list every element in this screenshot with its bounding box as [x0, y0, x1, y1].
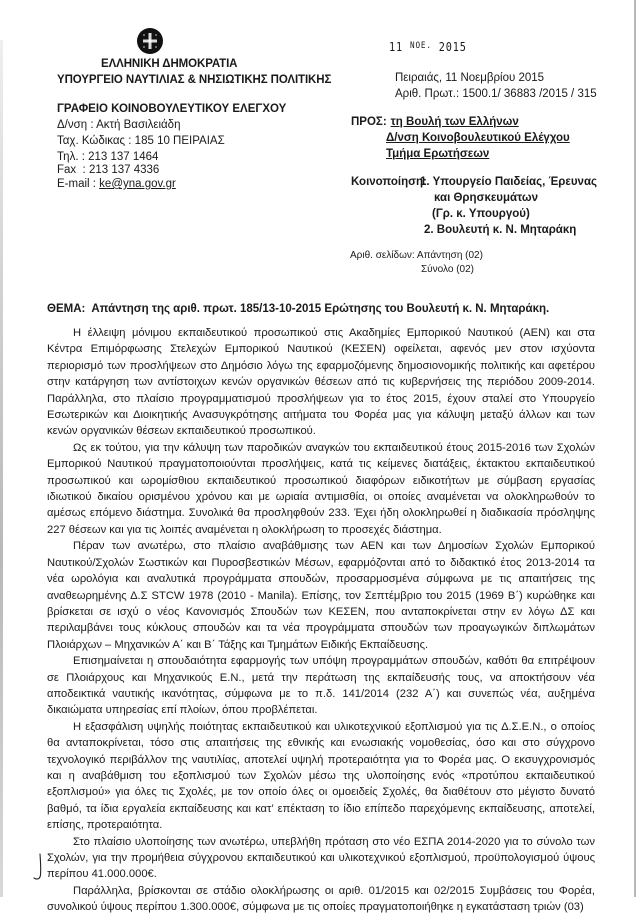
office-title: ΓΡΑΦΕΙΟ ΚΟΙΝΟΒΟΥΛΕΥΤΙΚΟΥ ΕΛΕΓΧΟΥ	[57, 103, 287, 115]
contact-email-link[interactable]: ke@yna.gov.gr	[99, 178, 176, 190]
recipient-name: τη Βουλή των Ελλήνων	[390, 116, 519, 128]
body-paragraph: Επισημαίνεται η σπουδαιότητα εφαρμογής των υπόψη προγραμμάτων σπουδών, καθότι θα επιτρέψουν σε Πλοιάρχους και Μηχανικούς Ε.Ν., μετά την περάτωση της εκπαίδευσής τους, να αποκτήσουν νέα αποδεικτικά ναυτικής ικανότητας, σύμφωνα με το π.δ. 141/2014 (232 Α΄) και συνεπώς νέα, αυξημένα δικαιώματα υπηρεσίας επί πλοίων, όπου προβλέπεται.	[47, 655, 595, 717]
cc-label: Κοινοποίηση:	[351, 176, 427, 188]
country-heading: ΕΛΛΗΝΙΚΗ ΔΗΜΟΚΡΑΤΙΑ	[101, 58, 238, 70]
stamp-year: 2015	[431, 40, 467, 54]
ministry-heading: ΥΠΟΥΡΓΕΙΟ ΝΑΥΤΙΛΙΑΣ & ΝΗΣΙΩΤΙΚΗΣ ΠΟΛΙΤΙΚΗΣ	[57, 74, 332, 86]
page-total: Σύνολο (02)	[421, 264, 474, 275]
body-paragraph: Η έλλειψη μόνιμου εκπαιδευτικού προσωπικού στις Ακαδημίες Εμπορικού Ναυτικού (ΑΕΝ) και στα Κέντρα Επιμόρφωσης Στελεχών Εμπορικού Ναυτικού (ΚΕΣΕΝ) οφείλεται, αφενός μεν στον ισχύοντα περιορισμό των προσλήψεων στο Δημόσιο λόγω της εφαρμοζόμενης δημοσιονομικής πολιτικής και αφετέρου στην κατάργηση των αντίστοιχων κενών οργανικών θέσεων από τις κυβερνήσεις της περιόδου 2009-2014. Παράλληλα, στο πλαίσιο προγραμματισμού προσλήψεων για το έτος 2015, έχουν σταλεί στο Υπουργείο Εσωτερικών και Διοικητικής Ανασυγκρότησης αιτήματα του Φορέα μας για κάλυψη μεταξύ άλλων και των κενών οργανικών θέσεων εκπαιδευτικού προσωπικού.	[47, 327, 595, 438]
body-paragraph: Παράλληλα, βρίσκονται σε στάδιο ολοκλήρωσης οι αριθ. 01/2015 και 02/2015 Συμβάσεις του Φορέα, συνολικού ύψους περίπου 1.300.000€, σύμφωνα με τις οποίες πραγματοποιήθηκε η εγκατάσταση τριών (03)	[47, 884, 595, 914]
contact-fax: Fax : 213 137 4336	[57, 164, 160, 176]
recipient-line-1	[351, 116, 519, 128]
contact-phone: Τηλ. : 213 137 1464	[57, 151, 159, 163]
scan-edge-left	[0, 40, 3, 897]
body-paragraph: Η εξασφάλιση υψηλής ποιότητας εκπαιδευτικού και υλικοτεχνικού εξοπλισμού για τις Δ.Σ.Ε.Ν., ο οποίος θα ανταποκρίνεται, τόσο στις απαιτήσεις της εθνικής και ενωσιακής νομοθεσίας, όσο και στο σύγχρονο τεχνολογικό περιβάλλον της ναυτιλίας, αποτελεί υψηλή προτεραιότητα για το Φορέα μας. Ο εκσυγχρονισμός και η αναβάθμιση του εξοπλισμού των Σχολών μέσω της υλοποίησης ενός «προτύπου εκπαιδευτικού εξοπλισμού» για όλες τις Σχολές, με τον οποίο όλες οι ομοειδείς Σχολές, θα διαθέτουν στο μέγιστο δυνατό βαθμό, τα ίδια εργαλεία εκπαίδευσης και κατ’ επέκταση το ίδιο επίπεδο παρεχόμενης εκπαίδευσης, αποτελεί, επίσης, προτεραιότητα.	[47, 720, 595, 832]
cc-item-1: 1. Υπουργείο Παιδείας, Έρευνας	[420, 176, 597, 188]
subject-label: ΘΕΜΑ:	[47, 303, 86, 315]
protocol-number: Αριθ. Πρωτ.: 1500.1/ 36883 /2015 / 315	[395, 88, 597, 100]
cc-item-2: 2. Βουλευτή κ. Ν. Μηταράκη	[424, 224, 577, 236]
cc-item-1-cont: και Θρησκευμάτων	[434, 192, 539, 204]
body-paragraph: Στο πλαίσιο υλοποίησης των ανωτέρω, υπεβλήθη πρόταση στο νέο ΕΣΠΑ 2014-2020 για το σύνολο των Σχολών, για την προμήθεια σύγχρονου εκπαιδευτικού και υλικοτεχνικού εξοπλισμού, προϋπολογισμού ύψους περίπου 41.000.000€.	[47, 835, 595, 881]
recipient-section: Τμήμα Ερωτήσεων	[386, 148, 490, 160]
letter-body	[47, 325, 595, 916]
body-paragraph: Ως εκ τούτου, για την κάλυψη των παροδικών αναγκών του εκπαιδευτικού έτους 2015-2016 των Σχολών Εμπορικού Ναυτικού πραγματοποιούνται προσλήψεις, κατά τις κείμενες διατάξεις, έκτακτου εκπαιδευτικού προσωπικού και ωρομίσθιου εκπαιδευτικού προσωπικού διαφόρων ειδικοτήτων με σύμβαση εργασίας ιδιωτικού δικαίου ορισμένου χρόνου και με ωριαία αντιμισθία, οι οποίες αναμένεται να ολοκληρωθούν το αμέσως επόμενο διάστημα. Συνολικά θα προσληφθούν 233. Έχει ήδη ολοκληρωθεί η διαδικασία πρόσληψης 227 θέσεων και για τις λοιπές αναμένεται η ολοκλήρωση το προσεχές διάστημα.	[47, 441, 595, 536]
place-and-date: Πειραιάς, 11 Νοεμβρίου 2015	[395, 72, 545, 84]
scan-edge-right	[634, 0, 636, 897]
handwritten-check-icon	[31, 853, 45, 883]
recipient-department: Δ/νση Κοινοβουλευτικού Ελέγχου	[386, 132, 570, 144]
coat-of-arms-icon	[137, 28, 163, 54]
stamp-month: ΝΟΕ.	[409, 41, 432, 51]
contact-address: Δ/νση : Ακτή Βασιλειάδη	[57, 119, 181, 131]
page-count: Αριθ. σελίδων: Απάντηση (02)	[350, 250, 483, 261]
body-paragraph: Πέραν των ανωτέρω, στο πλαίσιο αναβάθμισης των ΑΕΝ και των Δημοσίων Σχολών Εμπορικού Ναυτικού/Σχολών Σωστικών και Πυροσβεστικών Μέσων, εφαρμόζονται από το διδακτικό έτος 2013-2014 τα νέα ωρολόγια και αναλυτικά προγράμματα σπουδών, προσαρμοσμένα σύμφωνα με τις απαιτήσεις της αναθεωρημένης Δ.Σ STCW 1978 (2010 - Manila). Επίσης, τον Σεπτέμβριο του 2015 (1969 Β΄) κυρώθηκε και βρίσκεται σε ισχύ ο νέος Κανονισμός Σπουδών των ΚΕΣΕΝ, που ανταποκρίνεται στην εν λόγω ΔΣ και περιλαμβάνει τους κύκλους σπουδών και τα νέα προγράμματα σπουδών των προαγωγικών διπλωμάτων Πλοιάρχων – Μηχανικών Α΄ και Β΄ Τάξης και Τμημάτων Ειδικής Εκπαίδευσης.	[47, 540, 595, 651]
subject-line	[47, 303, 549, 315]
contact-email-line	[57, 178, 176, 190]
subject-text: Απάντηση της αριθ. πρωτ. 185/13-10-2015 Ερώτησης του Βουλευτή κ. Ν. Μηταράκη.	[91, 303, 550, 315]
contact-postal-code: Ταχ. Κώδικας : 185 10 ΠΕΙΡΑΙΑΣ	[57, 135, 225, 147]
cc-item-1-note: (Γρ. κ. Υπουργού)	[432, 208, 530, 220]
recipient-label: ΠΡΟΣ:	[351, 116, 387, 128]
received-date-stamp	[389, 40, 467, 54]
contact-email-label: E-mail :	[57, 178, 100, 190]
stamp-day: 11	[389, 40, 410, 54]
